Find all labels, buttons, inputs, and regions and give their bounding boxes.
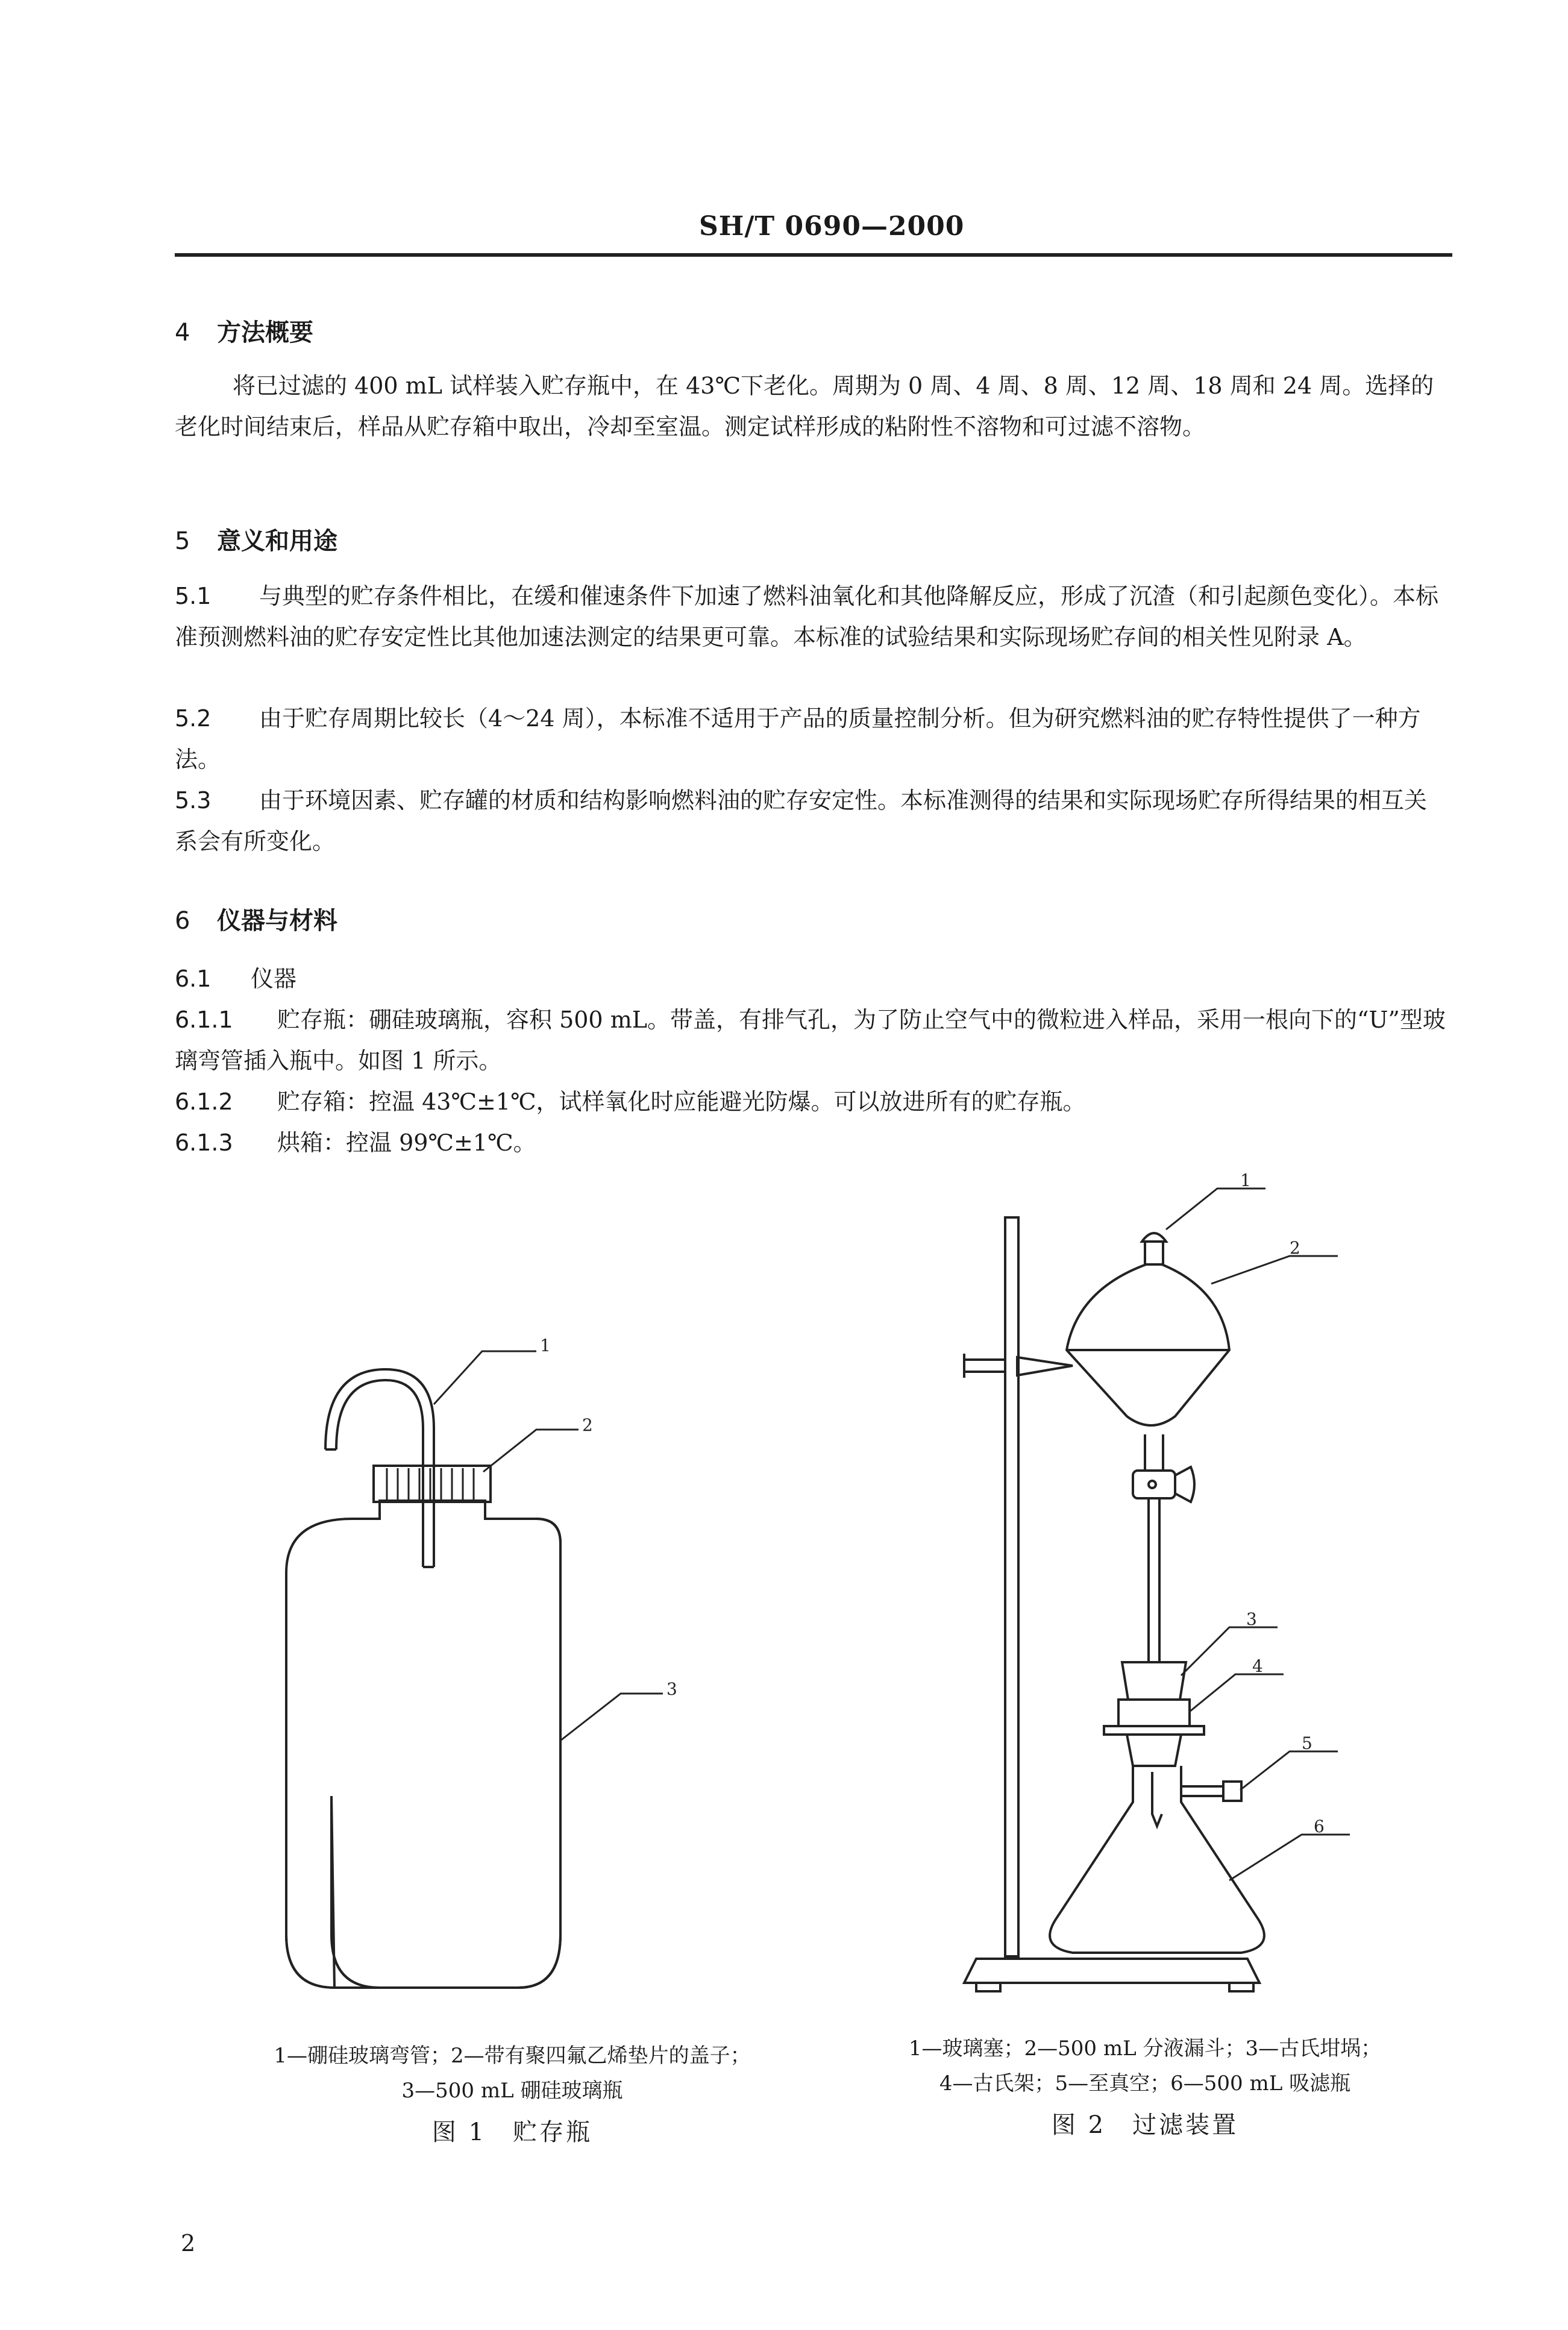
leader-line-1 bbox=[1166, 1189, 1265, 1229]
label-3: 3 bbox=[1246, 1609, 1257, 1629]
label-5: 5 bbox=[1302, 1733, 1312, 1753]
clause-text: 烘箱：控温 99℃±1℃。 bbox=[277, 1129, 536, 1156]
standard-code: SH/T 0690—2000 bbox=[699, 211, 965, 242]
clause-number: 5.2 bbox=[175, 705, 212, 732]
section-5-heading bbox=[175, 522, 337, 556]
section-number: 6 bbox=[175, 907, 190, 935]
figure-1-title: 图 1 贮存瓶 bbox=[431, 2118, 593, 2146]
vacuum-side-arm bbox=[1181, 1786, 1223, 1796]
leader-line-4 bbox=[1190, 1674, 1284, 1712]
caption-line: 1—玻璃塞；2—500 mL 分液漏斗；3—古氏坩埚； bbox=[908, 2036, 1382, 2061]
leader-line-3 bbox=[1181, 1627, 1278, 1675]
clause-text: 仪器 bbox=[251, 966, 297, 992]
leader-line-2 bbox=[483, 1430, 579, 1472]
section-number: 5 bbox=[175, 527, 190, 555]
gooch-crucible bbox=[1122, 1662, 1186, 1700]
figure-1-caption bbox=[181, 2038, 844, 2108]
clause-5-3 bbox=[175, 780, 1446, 862]
clause-text: 由于环境因素、贮存罐的材质和结构影响燃料油的贮存安定性。本标准测得的结果和实际现场贮存所得结果的相互关系会有所变化。 bbox=[175, 787, 1428, 855]
ring-stand-base bbox=[964, 1959, 1259, 1983]
stopcock bbox=[1133, 1471, 1175, 1498]
figure-2-title: 图 2 过滤装置 bbox=[1051, 2111, 1239, 2139]
leader-line-2 bbox=[1211, 1256, 1338, 1284]
leader-line-5 bbox=[1240, 1751, 1338, 1790]
label-6: 6 bbox=[1314, 1817, 1325, 1836]
separatory-funnel bbox=[1067, 1264, 1229, 1425]
label-4: 4 bbox=[1252, 1656, 1263, 1676]
clause-number: 6.1.1 bbox=[175, 1006, 233, 1033]
clause-number: 6.1.2 bbox=[175, 1088, 233, 1115]
stopper bbox=[1142, 1233, 1166, 1242]
section-title: 仪器与材料 bbox=[217, 907, 337, 935]
figure-2-caption bbox=[844, 2031, 1446, 2101]
leader-line-3 bbox=[560, 1694, 663, 1741]
figure-1-storage-bottle bbox=[253, 1314, 795, 2073]
clause-text: 贮存瓶：硼硅玻璃瓶，容积 500 mL。带盖，有排气孔，为了防止空气中的微粒进入样品，采用一根向下的“U”型玻璃弯管插入瓶中。如图 1 所示。 bbox=[175, 1006, 1446, 1074]
figure-2-filtration-apparatus bbox=[928, 1169, 1422, 2025]
caption-line: 3—500 mL 硼硅玻璃瓶 bbox=[401, 2079, 623, 2103]
caption-line: 1—硼硅玻璃弯管；2—带有聚四氟乙烯垫片的盖子； bbox=[274, 2044, 751, 2068]
header-rule bbox=[175, 253, 1452, 257]
clause-text: 贮存箱：控温 43℃±1℃，试样氧化时应能避光防爆。可以放进所有的贮存瓶。 bbox=[277, 1088, 1086, 1115]
clause-number: 5.1 bbox=[175, 583, 212, 609]
section-4-heading bbox=[175, 313, 313, 348]
u-bent-tube bbox=[336, 1380, 423, 1567]
section-title: 意义和用途 bbox=[217, 527, 337, 555]
label-2: 2 bbox=[1290, 1238, 1300, 1258]
section-number: 4 bbox=[175, 319, 190, 347]
leader-line-6 bbox=[1229, 1835, 1350, 1880]
caption-line: 4—古氏架；5—至真空；6—500 mL 吸滤瓶 bbox=[939, 2071, 1351, 2096]
clause-6-1-3 bbox=[175, 1122, 1446, 1163]
clause-6-1-2 bbox=[175, 1081, 1446, 1122]
clause-6-1 bbox=[175, 958, 1446, 999]
label-1: 1 bbox=[1240, 1170, 1251, 1190]
bottle-body bbox=[286, 1501, 560, 1988]
clause-number: 5.3 bbox=[175, 787, 212, 814]
clause-number: 6.1 bbox=[175, 966, 212, 992]
clause-6-1-1 bbox=[175, 999, 1446, 1081]
clause-text: 与典型的贮存条件相比，在缓和催速条件下加速了燃料油氧化和其他降解反应，形成了沉渣（和引起颜色变化）。本标准预测燃料油的贮存安定性比其他加速法测定的结果更可靠。本标准的试验结果和实际现场贮存间的相关性见附录 A。 bbox=[175, 583, 1439, 650]
section-title: 方法概要 bbox=[217, 319, 313, 347]
leader-line-1 bbox=[434, 1351, 536, 1404]
section-6-heading bbox=[175, 902, 337, 936]
label-2: 2 bbox=[582, 1415, 593, 1435]
clause-number: 6.1.3 bbox=[175, 1129, 233, 1156]
suction-flask bbox=[1050, 1766, 1264, 1953]
page-number: 2 bbox=[181, 2230, 196, 2256]
section-4-paragraph: 将已过滤的 400 mL 试样装入贮存瓶中，在 43℃下老化。周期为 0 周、4 周、8 周、12 周、18 周和 24 周。选择的老化时间结束后，样品从贮存箱中取出，冷却至室温。测定试样形成的粘附性不溶物和可过滤不溶物。 bbox=[175, 372, 1434, 440]
clause-text: 由于贮存周期比较长（4～24 周），本标准不适用于产品的质量控制分析。但为研究燃料油的贮存特性提供了一种方法。 bbox=[175, 705, 1421, 773]
label-1: 1 bbox=[540, 1336, 551, 1355]
ring-stand-rod bbox=[1005, 1217, 1018, 1956]
gooch-holder bbox=[1118, 1700, 1190, 1726]
funnel-clamp bbox=[964, 1354, 1073, 1378]
clause-5-1 bbox=[175, 576, 1446, 658]
label-3: 3 bbox=[666, 1679, 677, 1699]
clause-5-2 bbox=[175, 698, 1446, 780]
